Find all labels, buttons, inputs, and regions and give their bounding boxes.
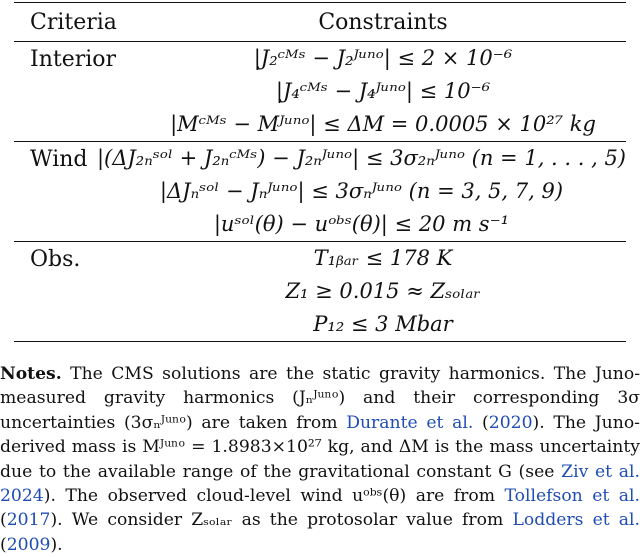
constraint-row: |uˢᵒˡ(θ) − uᵒᵇˢ(θ)| ≤ 20 m s⁻¹: [213, 212, 510, 236]
wind-group: [14, 142, 626, 241]
notes-paragraph: [0, 362, 640, 557]
obs-group: [14, 242, 626, 341]
reference-link[interactable]: Ziv et al. 2024: [0, 461, 640, 507]
reference-link[interactable]: 2009: [6, 534, 51, 555]
reference-link[interactable]: 2017: [6, 510, 51, 531]
notes-segment: ). We consider Zₛₒₗₐᵣ as the protosolar value from: [50, 510, 513, 531]
reference-link[interactable]: Tollefson et al.: [504, 486, 640, 507]
constraint-row: |J₄ᶜᴹˢ − J₄ᴶᵘⁿᵒ| ≤ 10⁻⁶: [275, 79, 491, 103]
constraint-row: |Mᶜᴹˢ − Mᴶᵘⁿᵒ| ≤ ΔM = 0.0005 × 10²⁷ kg: [170, 112, 596, 136]
group-label: Wind: [30, 147, 88, 172]
notes-heading: Notes.: [0, 364, 62, 384]
group-label: Obs.: [30, 247, 81, 272]
reference-link[interactable]: 2020: [488, 412, 533, 433]
table-notes: [0, 362, 640, 557]
notes-segment: The CMS solutions are the static gravity harmonics. The Juno-measured gravity harmonics (Jₙᴶᵘⁿᵒ) and their corresponding 3σ uncertainties (3σₙᴶᵘⁿᵒ) are taken from: [0, 364, 640, 433]
constraint-row: |J₂ᶜᴹˢ − J₂ᴶᵘⁿᵒ| ≤ 2 × 10⁻⁶: [253, 46, 513, 70]
notes-segment: ). The Juno-derived mass is Mᴶᵘⁿᵒ = 1.8983×10²⁷ kg, and ΔM is the mass uncertainty due to the available range of the gravitational constant G (see: [0, 412, 640, 482]
reference-link[interactable]: Durante et al.: [346, 412, 474, 433]
notes-segment: (: [0, 534, 7, 555]
interior-group: [14, 42, 626, 141]
constraint-row: |(ΔJ₂ₙˢᵒˡ + J₂ₙᶜᴹˢ) − J₂ₙᴶᵘⁿᵒ| ≤ 3σ₂ₙᴶᵘⁿᵒ (n = 1, . . . , 5): [96, 146, 626, 170]
constraints-table: [14, 2, 626, 342]
criteria-header: Criteria: [30, 9, 117, 35]
notes-segment: (: [473, 412, 489, 433]
notes-segment: (: [0, 510, 7, 531]
constraint-row: |ΔJₙˢᵒˡ − Jₙᴶᵘⁿᵒ| ≤ 3σₙᴶᵘⁿᵒ (n = 3, 5, 7, 9): [159, 179, 564, 203]
reference-link[interactable]: Lodders et al.: [512, 510, 640, 531]
constraint-row: P₁₂ ≤ 3 Mbar: [313, 312, 453, 336]
notes-segment: ). The observed cloud-level wind uᵒᵇˢ(θ) are from: [43, 486, 505, 507]
notes-segment: ).: [50, 534, 63, 555]
table-header: [14, 3, 626, 41]
notes-body: [0, 364, 640, 555]
constraint-row: Z₁ ≥ 0.015 ≈ Zₛₒₗₐᵣ: [285, 279, 481, 303]
group-label: Interior: [30, 47, 117, 72]
constraint-row: T₁ᵦₐᵣ ≤ 178 K: [313, 246, 453, 270]
constraints-header: Constraints: [318, 9, 448, 35]
bottom-rule: [14, 341, 626, 342]
